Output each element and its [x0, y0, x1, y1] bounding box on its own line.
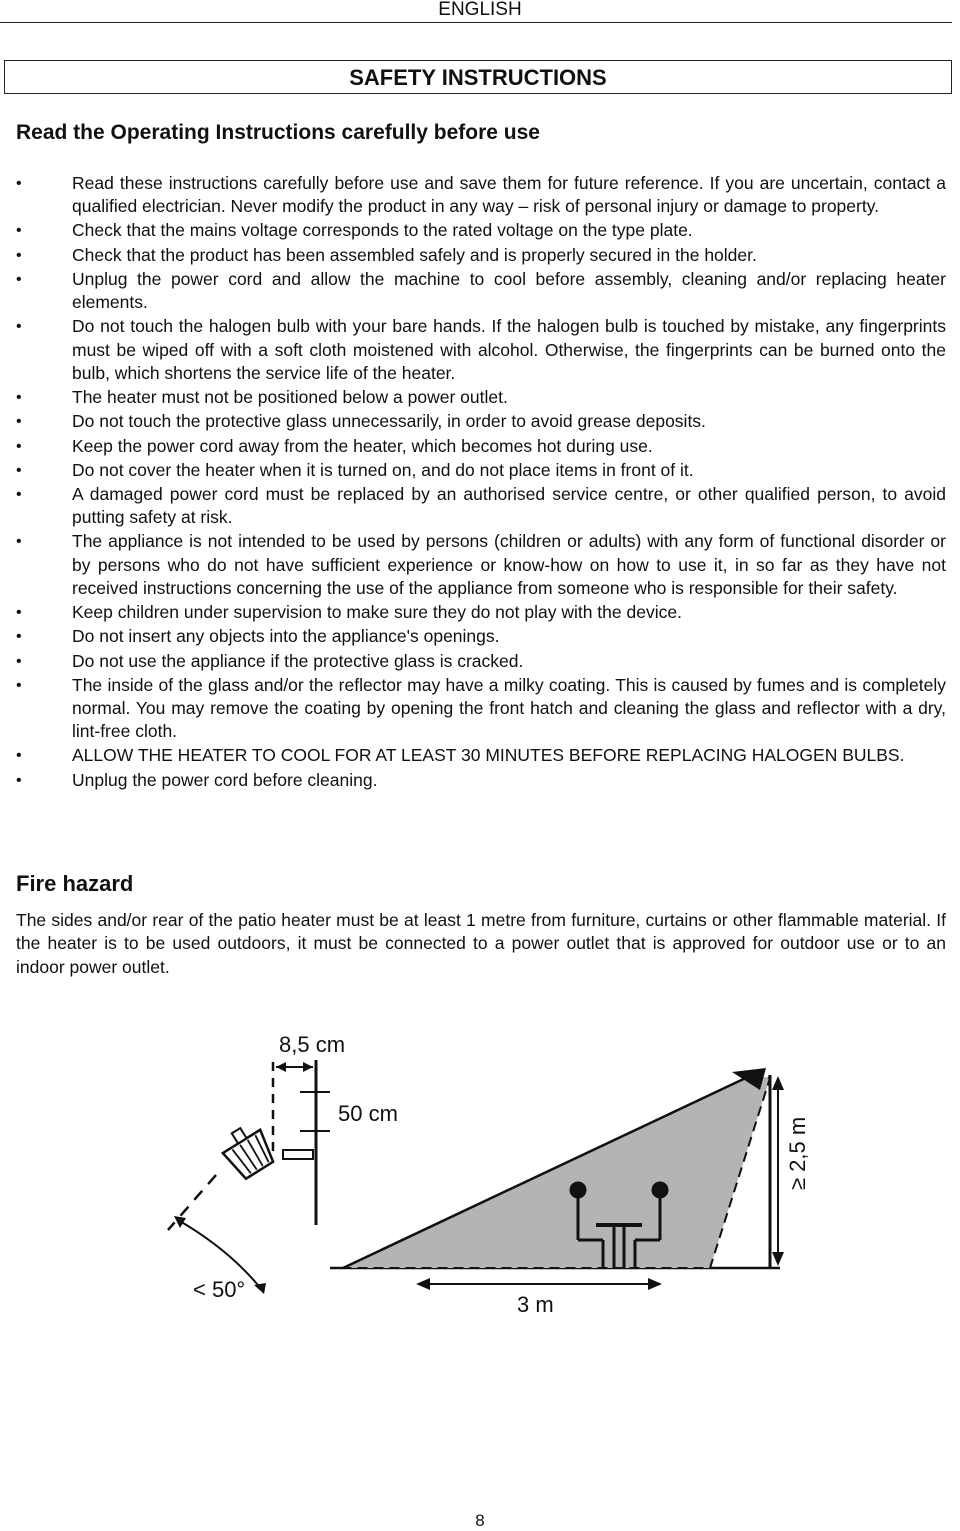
list-item: • Do not use the appliance if the protective glass is cracked.: [16, 650, 946, 673]
list-item: • Keep the power cord away from the heater, which becomes hot during use.: [16, 435, 946, 458]
arrow-head-icon: [276, 1062, 286, 1072]
bullet-icon: •: [16, 318, 22, 336]
list-item: • The inside of the glass and/or the reflector may have a milky coating. This is caused by fumes and is completely normal. You may remove the coating by opening the front hatch and cleaning the glass and reflector with a dry, lint-free cloth.: [16, 674, 946, 742]
heater-lamp-icon: [217, 1120, 279, 1182]
arrow-head-icon: [254, 1283, 266, 1294]
bullet-icon: •: [16, 389, 22, 407]
arrow-head-icon: [772, 1252, 784, 1266]
list-item: • The heater must not be positioned below a power outlet.: [16, 386, 946, 409]
list-item: • Unplug the power cord and allow the machine to cool before assembly, cleaning and/or replacing heater elements.: [16, 268, 946, 313]
page-number: 8: [475, 1511, 485, 1530]
list-item: • ALLOW THE HEATER TO COOL FOR AT LEAST 30 MINUTES BEFORE REPLACING HALOGEN BULBS.: [16, 744, 946, 767]
list-item: • Check that the product has been assembled safely and is properly secured in the holder.: [16, 244, 946, 267]
list-item: • Unplug the power cord before cleaning.: [16, 769, 946, 792]
list-item: • A damaged power cord must be replaced by an authorised service centre, or other qualified person, to avoid putting safety at risk.: [16, 483, 946, 528]
language-header: ENGLISH: [438, 0, 522, 20]
side-distance-label: 8,5 cm: [279, 1032, 346, 1057]
list-item: • Do not touch the protective glass unnecessarily, in order to avoid grease deposits.: [16, 410, 946, 433]
bullet-icon: •: [16, 175, 22, 192]
arrow-head-icon: [174, 1216, 186, 1228]
bullet-icon: •: [16, 461, 22, 479]
bullet-icon: •: [16, 246, 22, 264]
tilt-angle-label: < 50°: [193, 1277, 246, 1302]
bullet-icon: •: [16, 628, 22, 646]
list-item: • Read these instructions carefully before use and save them for future reference. If you are uncertain, contact a qualified electrician. Never modify the product in any way – risk of personal injury or damage to property.: [16, 173, 946, 217]
safety-instructions-list: [16, 172, 946, 793]
bullet-icon: •: [16, 604, 22, 622]
page-title: SAFETY INSTRUCTIONS: [4, 60, 952, 94]
list-item: • Check that the mains voltage corresponds to the rated voltage on the type plate.: [16, 219, 946, 242]
bullet-icon: •: [16, 270, 22, 288]
section-subtitle: Read the Operating Instructions carefully before use: [16, 121, 540, 144]
list-item: • Keep children under supervision to make sure they do not play with the device.: [16, 601, 946, 624]
top-distance-label: 50 cm: [338, 1101, 398, 1126]
bullet-icon: •: [16, 652, 22, 670]
list-item: • Do not touch the halogen bulb with your bare hands. If the halogen bulb is touched by mistake, any fingerprints must be wiped off with a soft cloth moistened with alcohol. Otherwise, the fingerprints can be burned onto the bulb, which shortens the service life of the heater.: [16, 316, 946, 383]
bullet-icon: •: [16, 533, 22, 551]
fire-hazard-text: The sides and/or rear of the patio heater must be at least 1 metre from furniture, curtains or other flammable material. If the heater is to be used outdoors, it must be connected to a power outlet that is approved for outdoor use or to an indoor power outlet.: [16, 910, 946, 977]
list-item: • Do not insert any objects into the appliance's openings.: [16, 625, 946, 648]
bullet-icon: •: [16, 747, 22, 765]
list-item: • The appliance is not intended to be used by persons (children or adults) with any form of functional disorder or by persons who do not have sufficient experience or know-how on how to use it, in so far as they have not received instructions concerning the use of the appliance from someone who is responsible for their safety.: [16, 531, 946, 598]
bullet-icon: •: [16, 485, 22, 503]
arrow-head-icon: [772, 1076, 784, 1090]
tilt-angle-dashed-line: [168, 1175, 216, 1230]
arrow-head-icon: [648, 1278, 662, 1290]
arrow-head-icon: [416, 1278, 430, 1290]
wall-bracket: [283, 1150, 313, 1159]
arrow-head-icon: [303, 1062, 313, 1072]
bullet-icon: •: [16, 222, 22, 240]
floor-distance-label: 3 m: [517, 1292, 554, 1317]
height-distance-label: ≥ 2,5 m: [785, 1116, 810, 1190]
bullet-icon: •: [16, 437, 22, 455]
list-item: • Do not cover the heater when it is turned on, and do not place items in front of it.: [16, 459, 946, 482]
heater-placement-diagram: [0, 1000, 960, 1360]
bullet-icon: •: [16, 413, 22, 431]
bullet-icon: •: [16, 676, 22, 694]
bullet-icon: •: [16, 771, 22, 789]
fire-hazard-heading: Fire hazard: [16, 871, 134, 896]
header-divider: [0, 22, 952, 23]
